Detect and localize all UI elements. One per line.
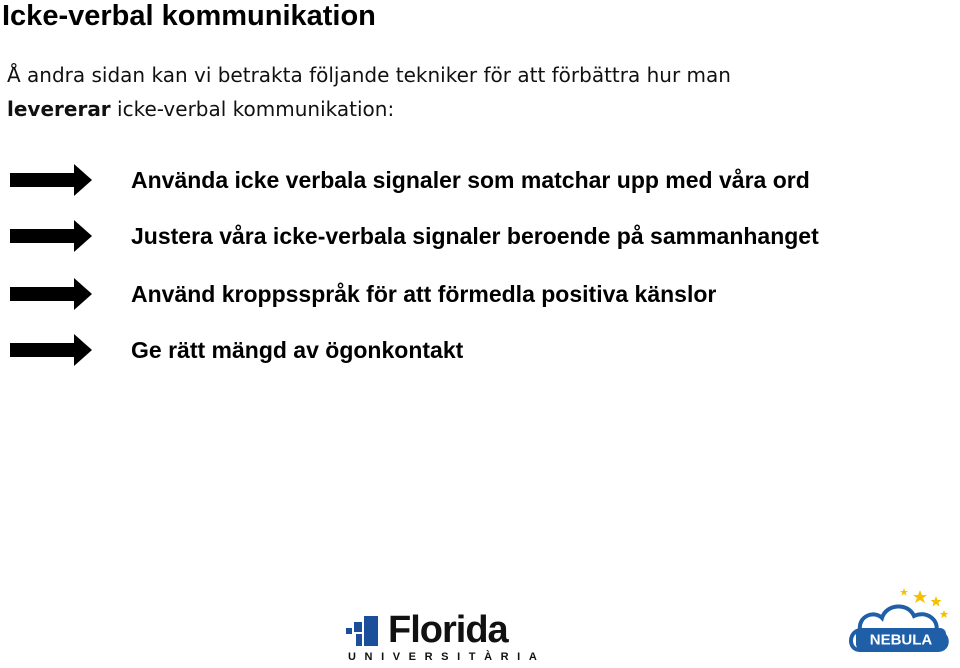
- intro-line-1: Å andra sidan kan vi betrakta följande tekniker för att förbättra hur man: [7, 63, 731, 87]
- bullet-text: Använda icke verbala signaler som matchar upp med våra ord: [131, 167, 810, 193]
- bullet-text: Ge rätt mängd av ögonkontakt: [131, 337, 464, 363]
- florida-universitaria-logo: [346, 609, 546, 666]
- nebula-logo: [846, 580, 958, 666]
- arrow-right-icon: [10, 334, 92, 366]
- florida-wordmark: Florida: [388, 609, 508, 651]
- arrow-right-icon: [10, 164, 92, 196]
- bullet-item-2: [10, 216, 950, 256]
- bullet-item-1: [10, 160, 950, 200]
- bullet-text: Använd kroppsspråk för att förmedla positiva känslor: [131, 281, 717, 307]
- florida-mark-icon: [346, 616, 382, 648]
- slide-title: Icke-verbal kommunikation: [2, 0, 376, 32]
- intro-line-2: [7, 92, 731, 126]
- bullet-item-4: [10, 330, 950, 370]
- intro-emphasis: levererar: [7, 97, 111, 121]
- arrow-right-icon: [10, 220, 92, 252]
- bullet-item-3: [10, 274, 950, 314]
- nebula-wordmark: NEBULA: [869, 631, 933, 649]
- intro-paragraph: [7, 58, 731, 126]
- florida-subtitle: UNIVERSITÀRIA: [348, 651, 546, 663]
- bullet-text: Justera våra icke-verbala signaler beroende på sammanhanget: [131, 223, 819, 249]
- arrow-right-icon: [10, 278, 92, 310]
- intro-rest: icke-verbal kommunikation:: [110, 97, 395, 121]
